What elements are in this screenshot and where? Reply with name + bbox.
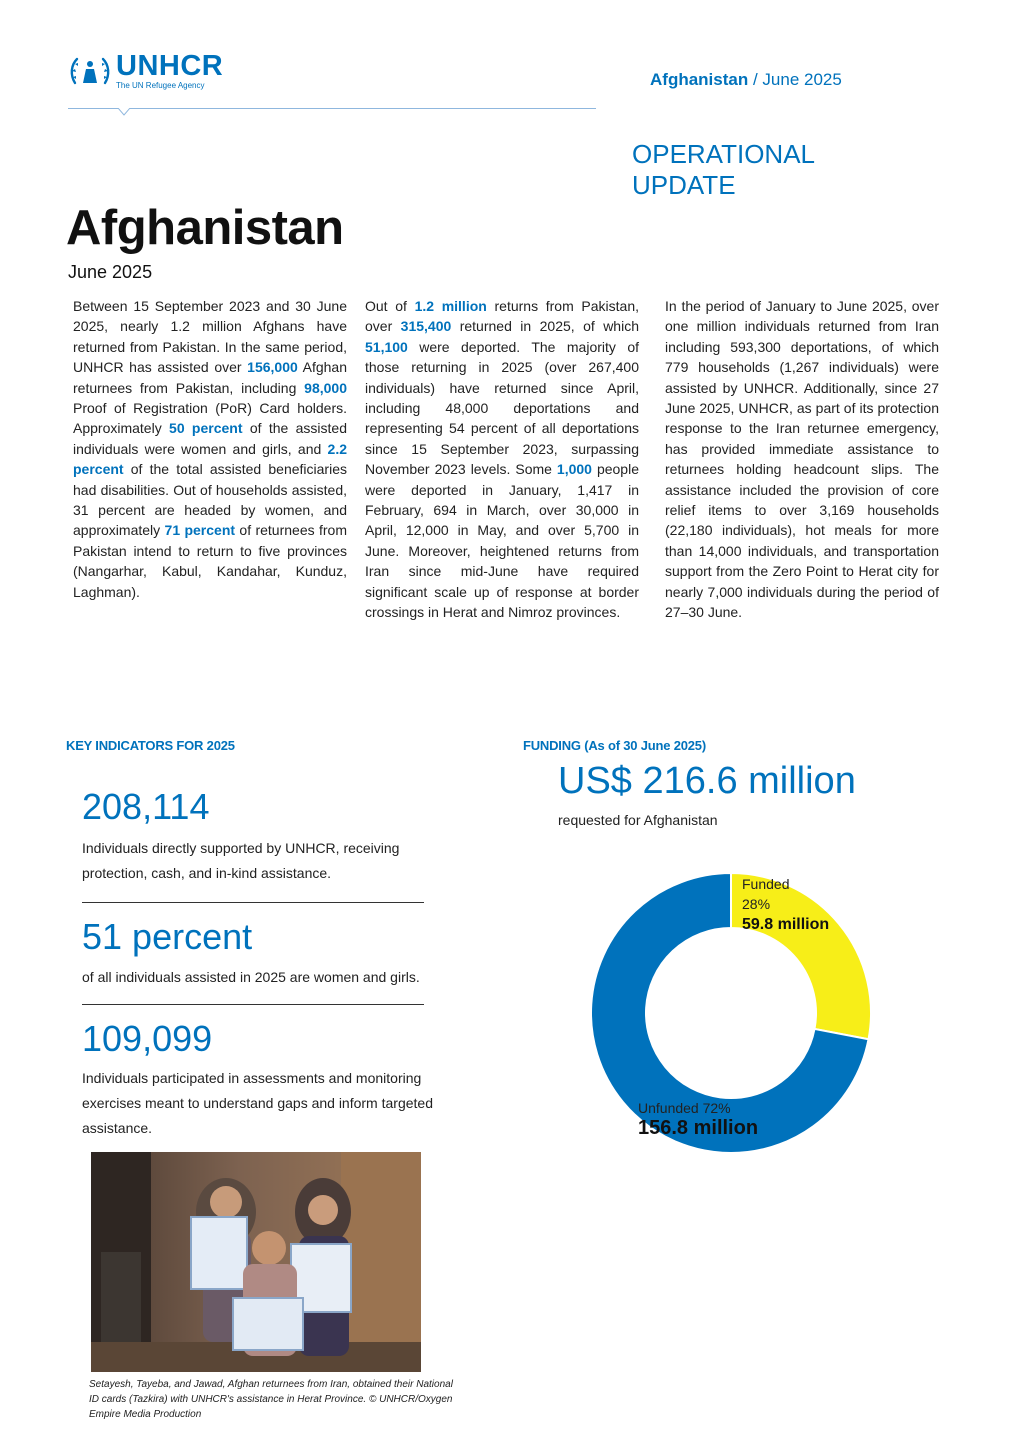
funding-subtitle: requested for Afghanistan [558,812,718,828]
photo-caption: Setayesh, Tayeba, and Jawad, Afghan returnees from Iran, obtained their National ID cards (Tazkira) with UNHCR's assistance in Herat Province. © UNHCR/Oxygen Empire Media Production [89,1379,453,1420]
unhcr-emblem-icon [68,53,112,89]
intro-text: returned in 2025, of which [451,318,639,335]
unfunded-label-block [638,1098,758,1139]
returnees-photo [91,1152,421,1372]
funded-percent: 28% [742,896,771,912]
funded-label-block [742,874,829,935]
document-type-line2: UPDATE [632,170,736,200]
intro-text: Between 15 September 2023 and 30 June 2025, nearly 1.2 million Afghans have returned from Pakistan. In the same period, UNHCR has assisted over [73,298,347,376]
returnees-photo-illustration [91,1152,421,1372]
kpi-divider [82,902,424,903]
intro-text: In the period of January to June 2025, over one million individuals returned from Iran including 593,300 deportations, of which 779 households (1,267 individuals) were assisted by UNHCR. Additionally, since 27 June 2025, UNHCR, as part of its protection response to the Iran returnee emergency, has provided immediate assistance to returnees holding headcount slips. The assistance included the provision of core relief items to over 3,169 households (22,180 individuals), hot meals for more than 14,000 individuals, and transportation support from the Zero Point to Herat city for nearly 7,000 individuals during the period of 27–30 June. [665,298,939,621]
document-type-line1: OPERATIONAL [632,139,816,169]
kpi-desc-3: Individuals participated in assessments and monitoring exercises meant to understand gaps and inform targeted assistance. [82,1070,433,1136]
org-tagline: The UN Refugee Agency [116,81,205,90]
highlighted-figure: 315,400 [400,318,452,335]
header-divider-notch [118,108,130,120]
intro-text: of the assisted individuals were women and girls, and [73,420,347,457]
header-country: Afghanistan [650,70,749,89]
intro-column-1 [73,296,347,602]
unfunded-label: Unfunded 72% [638,1100,731,1116]
kpi-value-2: 51 percent [82,916,253,957]
org-name: UNHCR [116,50,224,82]
intro-text: people were deported in January, 1,417 in February, 694 in March, over 30,000 in April, 12,000 in May, and over 5,700 in June. Moreover, heightened returns from Iran since mid-June have required significant scale up of response at border crossings in Herat and Nimroz provinces. [365,461,639,621]
intro-text: of the total assisted beneficiaries had disabilities. Out of households assisted, 31 percent are headed by women, and approximately [73,461,347,539]
intro-text: Afghan returnees from Pakistan, including [73,359,347,396]
highlighted-figure: 50 percent [169,420,243,437]
kpi-value-1: 208,114 [82,786,210,827]
page-subtitle: June 2025 [68,262,153,282]
highlighted-figure: 51,100 [365,338,408,355]
page-title: Afghanistan [66,201,344,255]
unfunded-amount: 156.8 million [638,1117,759,1139]
intro-text: Out of [365,298,415,314]
funded-amount: 59.8 million [742,916,830,933]
header-date: / June 2025 [748,70,842,89]
kpi-divider [82,1004,424,1005]
highlighted-figure: 2.2 percent [73,440,347,478]
highlighted-figure: 1.2 million [414,298,487,314]
funded-label: Funded [742,876,790,892]
intro-text: were deported. The majority of those returning in 2025 (over 267,400 individuals) have returned since April, including 48,000 deportations and representing 54 percent of all deportations since 15 September 2023, surpassing November 2023 levels. Some [365,338,639,478]
kpi-value-3: 109,099 [82,1018,213,1059]
kpi-desc-2: of all individuals assisted in 2025 are women and girls. [82,969,420,985]
document-type [632,139,892,201]
header-divider [68,108,596,109]
intro-text: returns from Pakistan, over [365,298,639,335]
kpi-desc-1: Individuals directly supported by UNHCR, receiving protection, cash, and in-kind assistance. [82,840,400,881]
intro-text: of returnees from Pakistan intend to return to five provinces (Nangarhar, Kabul, Kandahar, Kunduz, Laghman). [73,522,347,600]
header-country-date [650,70,842,90]
unhcr-logo [68,52,223,90]
key-indicators-heading: KEY INDICATORS FOR 2025 [66,738,235,753]
funding-amount: US$ 216.6 million [558,760,856,802]
highlighted-figure: 156,000 [247,359,298,376]
funding-heading: FUNDING (As of 30 June 2025) [523,738,706,753]
intro-column-3 [665,296,939,623]
highlighted-figure: 1,000 [556,461,592,478]
highlighted-figure: 71 percent [164,522,236,539]
intro-text: Proof of Registration (PoR) Card holders. Approximately [73,400,347,437]
highlighted-figure: 98,000 [304,379,347,396]
intro-column-2 [365,296,639,623]
